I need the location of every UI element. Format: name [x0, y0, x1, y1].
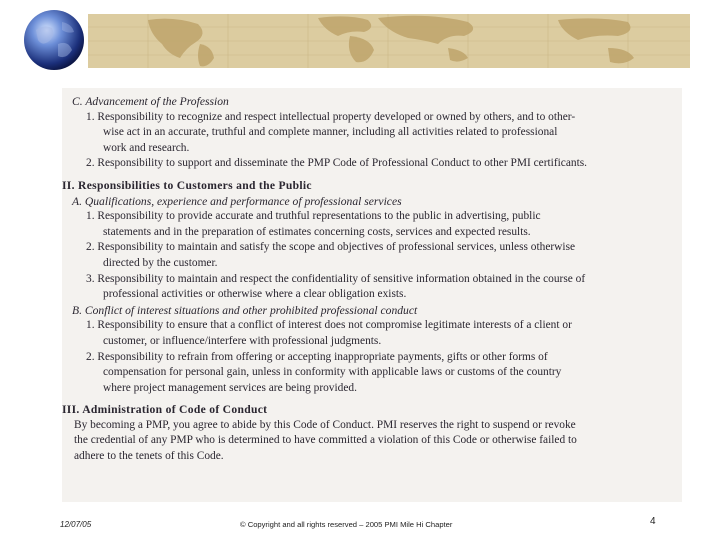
text-line: adhere to the tenets of this Code. — [74, 450, 224, 463]
text-line: professional activities or otherwise where a clear obligation exists. — [103, 288, 407, 301]
text-line: wise act in an accurate, truthful and complete manner, including all activities related to professional — [103, 126, 558, 139]
text-line: where project management services are being provided. — [103, 381, 357, 394]
text-line: 2. Responsibility to maintain and satisfy the scope and objectives of professional services, unless otherwise — [86, 241, 576, 254]
text-line: work and research. — [103, 141, 190, 154]
text-line: the credential of any PMP who is determined to have committed a violation of this Code or otherwise failed to — [74, 434, 577, 447]
text-line: 3. Responsibility to maintain and respect the confidentiality of sensitive information obtained in the course of — [86, 272, 586, 285]
text-line: statements and in the preparation of estimates concerning costs, services and expected results. — [103, 225, 531, 238]
text-line: 2. Responsibility to refrain from offering or accepting inappropriate payments, gifts or other forms of — [86, 350, 548, 363]
text-line: 1. Responsibility to recognize and respect intellectual property developed or owned by others, and to other- — [86, 110, 576, 123]
text-line: customer, or influence/interfere with professional judgments. — [103, 334, 382, 347]
code-of-conduct-text — [62, 94, 682, 465]
subsection-heading: C. Advancement of the Profession — [72, 95, 229, 108]
globe-icon — [22, 8, 86, 72]
text-line: 1. Responsibility to provide accurate and truthful representations to the public in advertising, public — [86, 210, 541, 223]
footer-date: 12/07/05 — [60, 520, 92, 529]
text-line: 2. Responsibility to support and disseminate the PMP Code of Professional Conduct to other PMI certificants. — [86, 157, 588, 170]
subsection-heading: A. Qualifications, experience and performance of professional services — [72, 194, 402, 208]
text-line: compensation for personal gain, unless in conformity with applicable laws or customs of the country — [103, 366, 562, 379]
text-line: By becoming a PMP, you agree to abide by this Code of Conduct. PMI reserves the right to suspend or revoke — [74, 418, 576, 431]
section-heading: II. Responsibilities to Customers and the Public — [62, 178, 312, 192]
text-line: 1. Responsibility to ensure that a conflict of interest does not compromise legitimate interests of a client or — [86, 319, 572, 332]
section-heading: III. Administration of Code of Conduct — [62, 403, 268, 417]
world-map-banner — [88, 14, 690, 68]
subsection-heading: B. Conflict of interest situations and other prohibited professional conduct — [72, 303, 418, 317]
text-line: directed by the customer. — [103, 256, 218, 269]
footer-copyright: © Copyright and all rights reserved – 2005 PMI Mile Hi Chapter — [240, 520, 453, 529]
page-number: 4 — [650, 516, 656, 527]
world-map-icon — [88, 14, 690, 68]
